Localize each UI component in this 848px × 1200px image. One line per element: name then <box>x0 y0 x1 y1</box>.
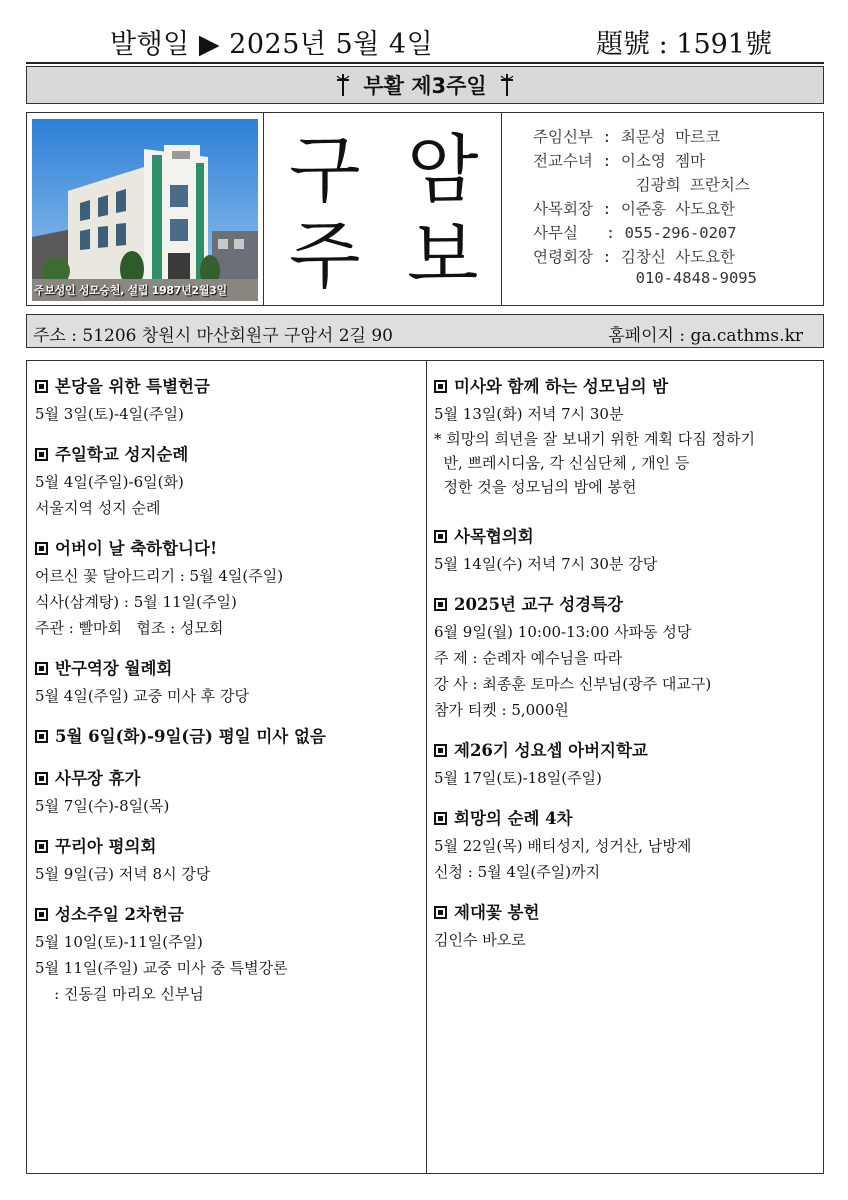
staff-row: 김광희 프란치스 <box>533 176 750 194</box>
staff-list <box>533 125 757 293</box>
announcement <box>434 523 818 577</box>
cross-icon <box>333 73 353 97</box>
announcement-title: 본당을 위한 특별헌금 <box>55 377 210 396</box>
announcement-line: 식사(삼계탕) : 5월 11일(주일) <box>35 593 237 611</box>
cross-icon <box>497 73 517 97</box>
announcement <box>35 901 419 1007</box>
announcement <box>35 655 419 709</box>
square-bullet-icon <box>35 730 48 743</box>
announcement-line: 강 사 : 최종훈 토마스 신부님(광주 대교구) <box>434 675 712 693</box>
masthead-char: 보 <box>407 213 479 299</box>
divider <box>263 113 264 305</box>
announcement <box>35 373 419 427</box>
announcement-line: 5월 9일(금) 저녁 8시 강당 <box>35 865 211 883</box>
announcement-line: 5월 3일(토)-4일(주일) <box>35 405 184 423</box>
announcement <box>434 899 818 953</box>
announcement-line: 6월 9일(월) 10:00-13:00 사파동 성당 <box>434 623 692 641</box>
left-column <box>35 373 419 1021</box>
announcement <box>35 535 419 641</box>
square-bullet-icon <box>434 906 447 919</box>
announcement-title: 어버이 날 축하합니다! <box>55 539 218 558</box>
square-bullet-icon <box>434 598 447 611</box>
announcement-title: 미사와 함께 하는 성모님의 밤 <box>454 377 669 396</box>
announcement <box>434 373 818 499</box>
right-column <box>434 373 818 967</box>
staff-row: 사무실 : 055-296-0207 <box>533 224 737 242</box>
announcement <box>35 441 419 521</box>
announcement-line: 5월 7일(수)-8일(목) <box>35 797 170 815</box>
announcement <box>434 591 818 723</box>
square-bullet-icon <box>35 772 48 785</box>
announcement-line: * 희망의 희년을 잘 보내기 위한 계획 다짐 정하기 <box>434 430 755 448</box>
announcements <box>26 360 824 1174</box>
announcement-line: 정한 것을 성모님의 밤에 봉헌 <box>434 478 637 496</box>
announcement-line: 참가 티켓 : 5,000원 <box>434 701 569 719</box>
announcement-title: 제대꽃 봉헌 <box>454 903 540 922</box>
square-bullet-icon <box>35 380 48 393</box>
announcement-line: 5월 17일(토)-18일(주일) <box>434 769 602 787</box>
square-bullet-icon <box>35 448 48 461</box>
announcement-line: 5월 22일(목) 배티성지, 성거산, 남방제 <box>434 837 692 855</box>
announcement-title: 반구역장 월례회 <box>55 659 173 678</box>
staff-row: 010-4848-9095 <box>533 269 757 287</box>
square-bullet-icon <box>434 380 447 393</box>
announcement-line: 서울지역 성지 순례 <box>35 499 161 517</box>
announcement-title: 사목협의회 <box>454 527 534 546</box>
announcement <box>35 765 419 819</box>
staff-row: 사목회장 : 이준홍 사도요한 <box>533 200 736 218</box>
announcement-line: 주 제 : 순례자 예수님을 따라 <box>434 649 623 667</box>
announcement-line: 5월 4일(주일) 교중 미사 후 강당 <box>35 687 250 705</box>
announcement-line: 5월 10일(토)-11일(주일) <box>35 933 203 951</box>
column-divider <box>426 361 427 1173</box>
homepage-text: 홈페이지 : ga.cathms.kr <box>608 326 803 346</box>
announcement-title: 희망의 순례 4차 <box>454 809 573 828</box>
address-bar <box>26 314 824 348</box>
square-bullet-icon <box>35 840 48 853</box>
announcement-line: 주관 : 빨마회 협조 : 성모회 <box>35 619 224 637</box>
announcement-line: 5월 11일(주일) 교중 미사 중 특별강론 <box>35 959 288 977</box>
masthead-char: 암 <box>407 127 479 213</box>
announcement <box>434 737 818 791</box>
staff-row: 연령회장 : 김창신 사도요한 <box>533 248 736 266</box>
staff-row: 주임신부 : 최문성 마르코 <box>533 128 721 146</box>
announcement-title: 2025년 교구 성경특강 <box>454 595 623 614</box>
square-bullet-icon <box>434 744 447 757</box>
announcement <box>35 833 419 887</box>
announcement-title: 성소주일 2차헌금 <box>55 905 184 924</box>
square-bullet-icon <box>434 812 447 825</box>
photo-caption: 주보성인 성모승천, 설립 1987년2월3일 <box>34 284 227 297</box>
announcement-title: 사무장 휴가 <box>55 769 141 788</box>
announcement-line: 김인수 바오로 <box>434 931 526 949</box>
staff-row: 전교수녀 : 이소영 젬마 <box>533 152 706 170</box>
masthead-char: 구 <box>289 127 361 213</box>
announcement-line: 신청 : 5월 4일(주일)까지 <box>434 863 601 881</box>
square-bullet-icon <box>434 530 447 543</box>
announcement-line: : 진동길 마리오 신부님 <box>35 985 204 1003</box>
announcement-title: 꾸리아 평의회 <box>55 837 157 856</box>
title-bar <box>26 66 824 104</box>
address-text: 주소 : 51206 창원시 마산회원구 구암서 2길 90 <box>33 326 393 346</box>
announcement-line: 5월 14일(수) 저녁 7시 30분 강당 <box>434 555 658 573</box>
square-bullet-icon <box>35 908 48 921</box>
announcement <box>35 723 419 751</box>
masthead-char: 주 <box>289 213 361 299</box>
announcement-title: 제26기 성요셉 아버지학교 <box>454 741 648 760</box>
square-bullet-icon <box>35 662 48 675</box>
announcement-title: 주일학교 성지순례 <box>55 445 189 464</box>
divider <box>501 113 502 305</box>
announcement-line: 5월 4일(주일)-6일(화) <box>35 473 184 491</box>
announcement-line: 어르신 꽃 달아드리기 : 5월 4일(주일) <box>35 567 284 585</box>
liturgical-title: 부활 제3주일 <box>363 74 487 98</box>
square-bullet-icon <box>35 542 48 555</box>
church-photo <box>32 119 258 301</box>
top-rule <box>26 62 824 64</box>
announcement-title: 5월 6일(화)-9일(금) 평일 미사 없음 <box>55 727 326 746</box>
announcement-line: 반, 쁘레시디움, 각 신심단체 , 개인 등 <box>434 454 690 472</box>
announcement-line: 5월 13일(화) 저녁 7시 30분 <box>434 405 624 423</box>
issue-number: 題號 : 1591號 <box>596 29 772 60</box>
announcement <box>434 805 818 885</box>
issue-date: 발행일 ▶ 2025년 5월 4일 <box>110 29 434 60</box>
masthead <box>26 112 824 306</box>
